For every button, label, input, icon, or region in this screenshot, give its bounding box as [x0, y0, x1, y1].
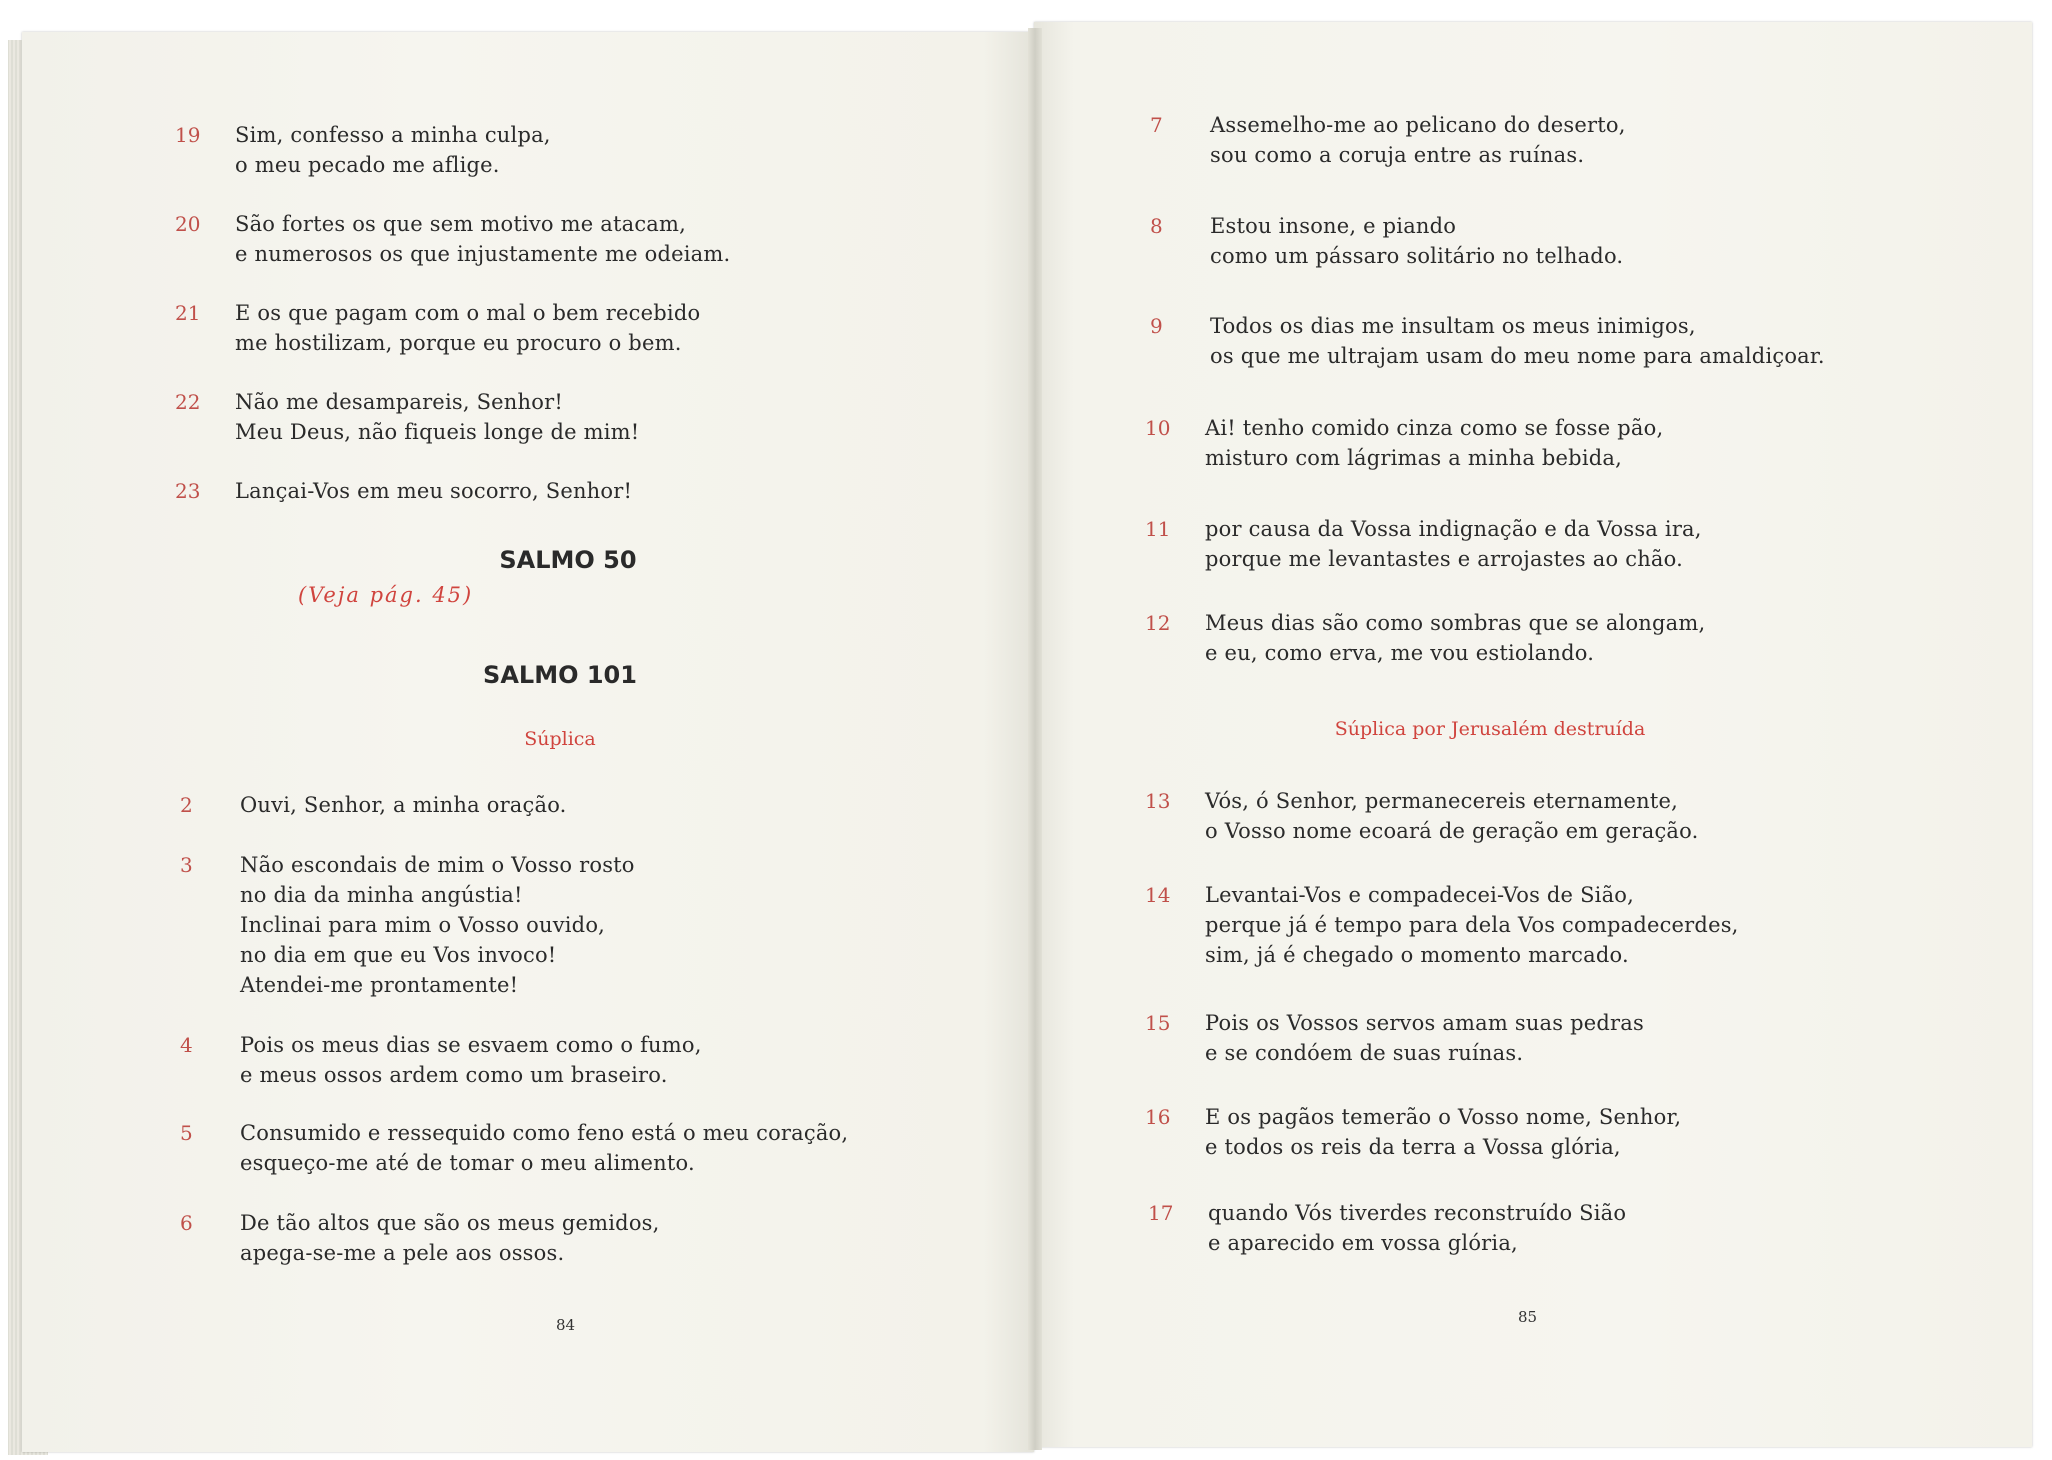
verse-number: 2 — [180, 793, 193, 817]
verse-text: por causa da Vossa indignação e da Vossa ira, porque me levantastes e arrojastes ao chão. — [1205, 517, 1702, 571]
verse-number: 8 — [1150, 214, 1163, 238]
verse-3 — [180, 850, 635, 1000]
verse-number: 3 — [180, 853, 193, 877]
salmo-50-reference: (Veja pág. 45) — [298, 583, 474, 607]
section-subtitle: Súplica por Jerusalém destruída — [1334, 718, 1646, 740]
verse-16 — [1145, 1102, 1681, 1162]
verse-number: 13 — [1145, 789, 1171, 813]
verse-text: De tão altos que são os meus gemidos, apega-se-me a pele aos ossos. — [240, 1211, 660, 1265]
verse-22 — [175, 387, 639, 447]
verse-text: Sim, confesso a minha culpa, o meu pecado me aflige. — [235, 123, 551, 177]
verse-text: E os pagãos temerão o Vosso nome, Senhor, e todos os reis da terra a Vossa glória, — [1205, 1105, 1682, 1159]
page-number-right: 85 — [1518, 1308, 1538, 1326]
verse-8 — [1150, 211, 1623, 271]
verse-23 — [175, 476, 632, 506]
verse-text: Não me desampareis, Senhor! Meu Deus, não fiqueis longe de mim! — [235, 390, 640, 444]
salmo-101-title: SALMO 101 — [483, 661, 637, 689]
verse-10 — [1145, 413, 1663, 473]
verse-4 — [180, 1030, 702, 1090]
verse-text: Assemelho-me ao pelicano do deserto, sou como a coruja entre as ruínas. — [1210, 113, 1626, 167]
verse-number: 21 — [175, 301, 201, 325]
verse-6 — [180, 1208, 660, 1268]
verse-12 — [1145, 608, 1705, 668]
verse-text: Pois os Vossos servos amam suas pedras e se condóem de suas ruínas. — [1205, 1011, 1644, 1065]
verse-number: 11 — [1145, 517, 1171, 541]
verse-text: Ai! tenho comido cinza como se fosse pão, misturo com lágrimas a minha bebida, — [1205, 416, 1664, 470]
salmo-101-subtitle: Súplica — [524, 728, 596, 750]
verse-number: 7 — [1150, 113, 1163, 137]
verse-21 — [175, 298, 700, 358]
verse-14 — [1145, 880, 1739, 970]
page-number-left: 84 — [556, 1316, 576, 1334]
verse-text: Consumido e ressequido como feno está o meu coração, esqueço-me até de tomar o meu alimento. — [240, 1121, 849, 1175]
verse-text: Meus dias são como sombras que se alongam, e eu, como erva, me vou estiolando. — [1205, 611, 1706, 665]
verse-number: 16 — [1145, 1105, 1171, 1129]
book-gutter — [1028, 28, 1042, 1450]
verse-number: 6 — [180, 1211, 193, 1235]
verse-text: Levantai-Vos e compadecei-Vos de Sião, perque já é tempo para dela Vos compadecerdes, sim, já é chegado o momento marcado. — [1205, 883, 1739, 967]
verse-7 — [1150, 110, 1626, 170]
verse-text: quando Vós tiverdes reconstruído Sião e aparecido em vossa glória, — [1208, 1201, 1627, 1255]
verse-9 — [1150, 311, 1825, 371]
verse-text: Todos os dias me insultam os meus inimigos, os que me ultrajam usam do meu nome para amaldiçoar. — [1210, 314, 1825, 368]
verse-text: Não escondais de mim o Vosso rosto no dia da minha angústia! Inclinai para mim o Vosso ouvido, no dia em que eu Vos invoco! Atendei-me prontamente! — [240, 853, 635, 997]
verse-text: Vós, ó Senhor, permanecereis eternamente, o Vosso nome ecoará de geração em geração. — [1205, 789, 1699, 843]
verse-number: 20 — [175, 212, 201, 236]
verse-11 — [1145, 514, 1702, 574]
verse-text: E os que pagam com o mal o bem recebido me hostilizam, porque eu procuro o bem. — [235, 301, 701, 355]
salmo-50-title: SALMO 50 — [499, 546, 637, 574]
verse-text: Lançai-Vos em meu socorro, Senhor! — [235, 479, 633, 503]
verse-text: Pois os meus dias se esvaem como o fumo, e meus ossos ardem como um braseiro. — [240, 1033, 702, 1087]
verse-13 — [1145, 786, 1699, 846]
verse-number: 12 — [1145, 611, 1171, 635]
verse-number: 4 — [180, 1033, 193, 1057]
verse-number: 9 — [1150, 314, 1163, 338]
verse-number: 17 — [1148, 1201, 1174, 1225]
verse-number: 14 — [1145, 883, 1171, 907]
verse-number: 23 — [175, 479, 201, 503]
verse-number: 5 — [180, 1121, 193, 1145]
verse-text: Ouvi, Senhor, a minha oração. — [240, 793, 567, 817]
verse-text: Estou insone, e piando como um pássaro solitário no telhado. — [1210, 214, 1624, 268]
verse-17 — [1148, 1198, 1626, 1258]
verse-number: 19 — [175, 123, 201, 147]
verse-number: 10 — [1145, 416, 1171, 440]
verse-5 — [180, 1118, 848, 1178]
verse-number: 22 — [175, 390, 201, 414]
verse-text: São fortes os que sem motivo me atacam, e numerosos os que injustamente me odeiam. — [235, 212, 731, 266]
verse-number: 15 — [1145, 1011, 1171, 1035]
verse-20 — [175, 209, 730, 269]
verse-2 — [180, 790, 567, 820]
verse-19 — [175, 120, 551, 180]
verse-15 — [1145, 1008, 1644, 1068]
